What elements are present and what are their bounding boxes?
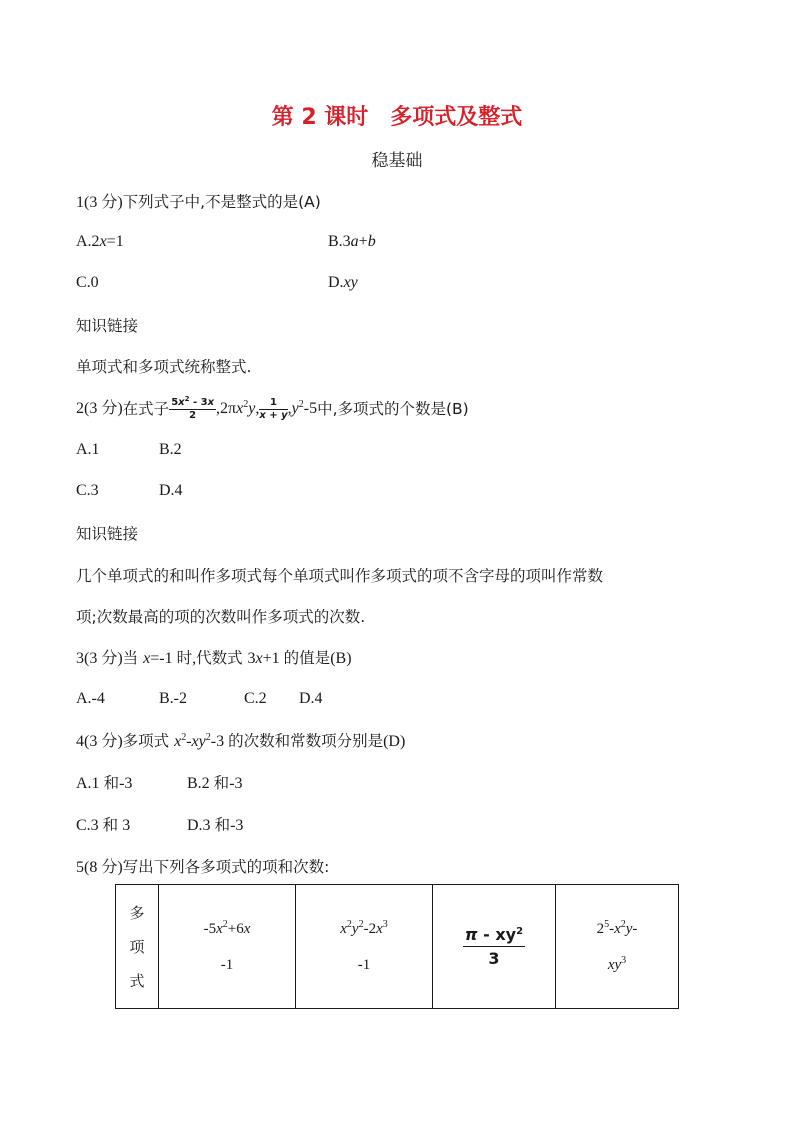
question-2-fraction-1: $\frac{5x^2 - 3x}{2}$	[171, 394, 215, 421]
header-char-3: 式	[129, 971, 145, 990]
cell-1-answer: -1	[220, 956, 234, 973]
knowledge-link-1-heading: 知识链接	[76, 317, 139, 335]
question-5-score: 5(8 分)	[76, 859, 123, 876]
table-cell-3	[433, 885, 556, 1009]
question-5-stem	[76, 857, 329, 878]
cell-2-answer: -1	[357, 956, 371, 973]
knowledge-link-2-text-2: 项;次数最高的项的次数叫作多项式的次数.	[76, 608, 366, 626]
knowledge-link-2-heading: 知识链接	[76, 525, 139, 543]
knowledge-link-1-text: 单项式和多项式统称整式.	[76, 358, 252, 376]
question-5-text: 写出下列各多项式的项和次数:	[122, 858, 330, 876]
question-4-option-d: D.3 和-3	[187, 816, 244, 834]
question-1-score: 1(3 分)	[76, 194, 123, 211]
table-header-cell	[116, 885, 159, 1009]
question-2-option-d: D.4	[159, 482, 183, 499]
section-subtitle: 稳基础	[371, 151, 423, 171]
polynomial-table	[115, 884, 679, 1009]
question-1-option-a: A.2x=1	[76, 233, 124, 250]
header-char-2: 项	[129, 937, 145, 956]
question-1-option-c: C.0	[76, 274, 99, 291]
question-2-score: 2(3 分)	[76, 400, 123, 417]
knowledge-link-2-text-1: 几个单项式的和叫作多项式每个单项式叫作多项式的项不含字母的项叫作常数	[76, 567, 604, 585]
question-1-option-b: B.3a+b	[328, 233, 376, 250]
page-title: 第 2 课时 多项式及整式	[271, 105, 523, 130]
header-char-1: 多	[129, 903, 145, 922]
cell-3-denominator: 3	[488, 948, 500, 968]
question-2-text-a: 在式子	[122, 400, 170, 418]
table-cell-2: $x^2y^2-2x^3$ -1	[296, 885, 433, 1009]
question-3-option-b: B.-2	[159, 690, 187, 707]
question-2-fraction-2: $\frac{1}{x + y}$	[259, 396, 288, 421]
table-cell-1: $-5x^2+6x$ -1	[159, 885, 296, 1009]
question-1-stem	[76, 192, 321, 213]
question-3-stem: 3(3 分)当 x=-1 时,代数式 3x+1 的值是(B)	[76, 649, 352, 667]
question-2-option-b: B.2	[159, 441, 182, 458]
question-4-option-b: B.2 和-3	[187, 774, 243, 792]
question-4-option-c: C.3 和 3	[76, 816, 131, 834]
question-1-option-d: D.xy	[328, 274, 358, 291]
question-1-text: 下列式子中,不是整式的是(A)	[122, 193, 321, 211]
question-2-stem: 2(3 分) 在式子 $\frac{5x^2 - 3x}{2}$ $,2\pi x^2y$, $\frac{1}{x + y}$ $,y^2-5$ 中,多项式的个数是(B)	[76, 394, 469, 421]
question-4-stem: 4(3 分)多项式 $x^2-xy^2-3$ 的次数和常数项分别是(D)	[76, 732, 406, 750]
question-4-score: 4(3 分)	[76, 733, 123, 750]
table-cell-4: $2^5-x^2y-$ $xy^3$	[556, 885, 679, 1009]
question-2-option-c: C.3	[76, 482, 99, 499]
question-4-option-a: A.1 和-3	[76, 774, 133, 792]
question-3-option-a: A.-4	[76, 690, 105, 707]
question-3-option-c: C.2	[244, 690, 267, 707]
question-2-option-a: A.1	[76, 441, 100, 458]
cell-3-fraction: $\frac{\pi - xy^2}{3}$	[464, 924, 524, 968]
question-3-option-d: D.4	[299, 690, 323, 707]
question-2-text-b: 中,多项式的个数是(B)	[317, 400, 469, 418]
question-3-score: 3(3 分)	[76, 650, 123, 667]
